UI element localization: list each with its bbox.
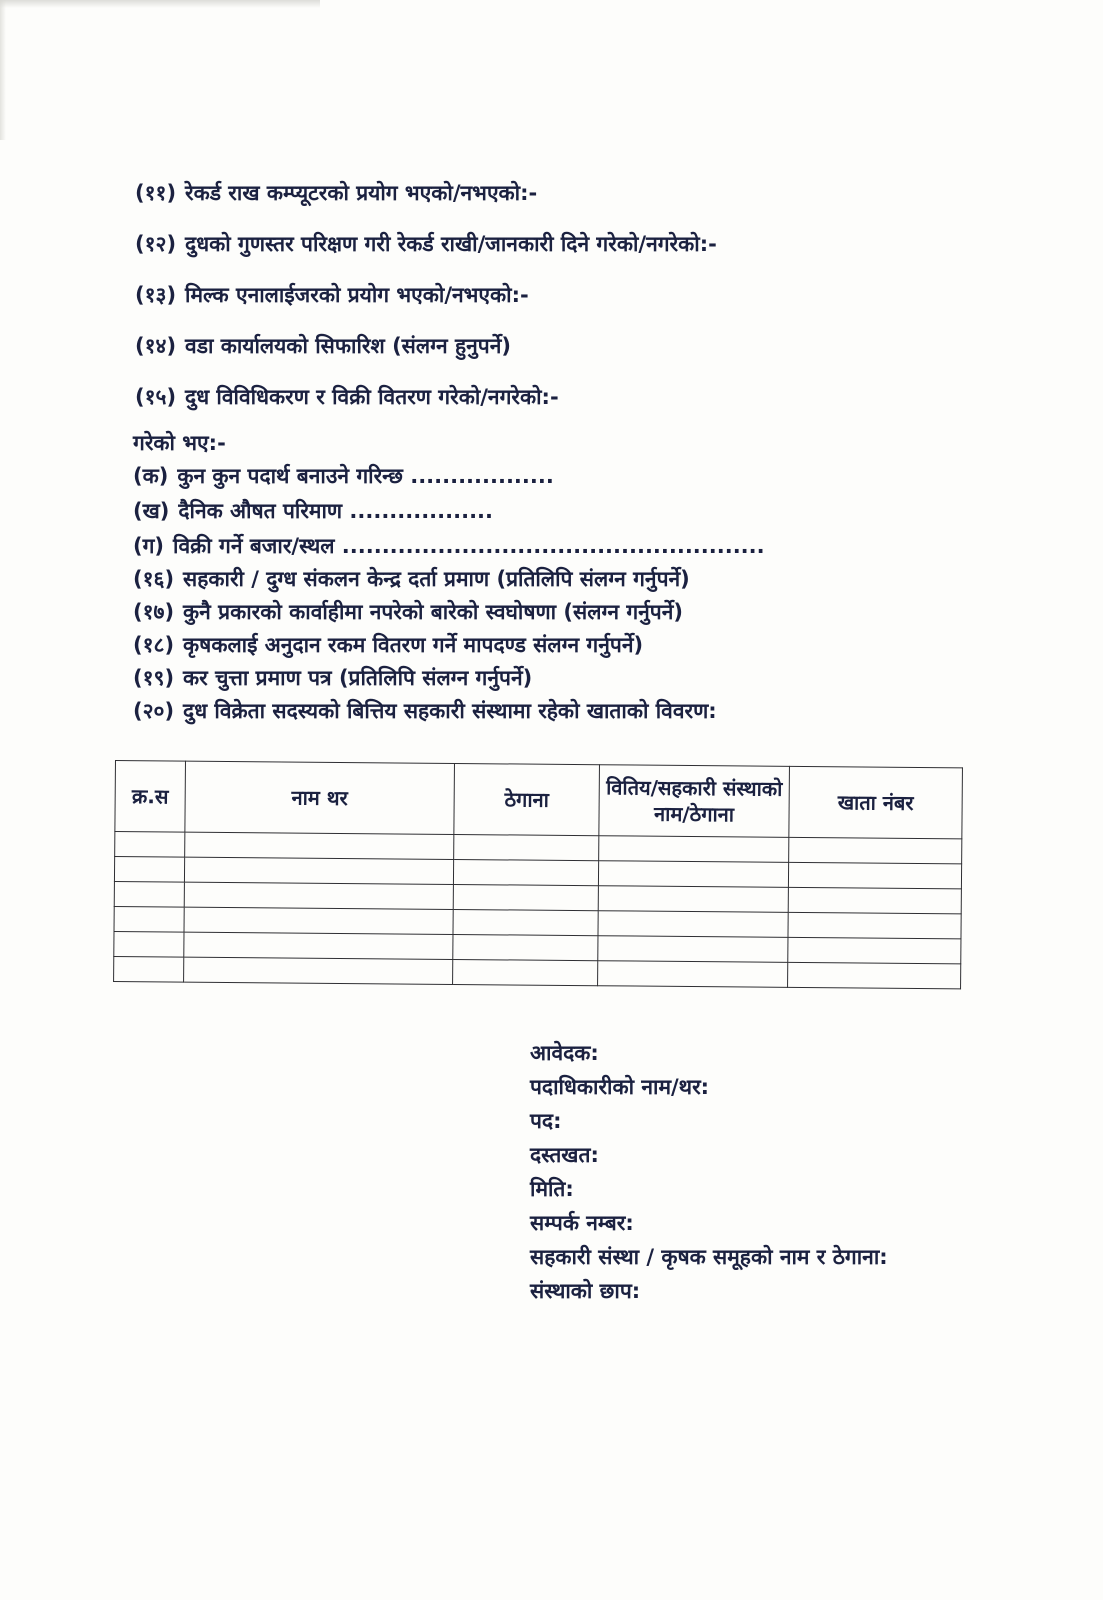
signature-line: सहकारी संस्था / कृषक समूहको नाम र ठेगाना: xyxy=(530,1245,888,1269)
signature-block xyxy=(530,1040,888,1312)
list-item xyxy=(135,333,717,359)
list-item xyxy=(133,533,765,559)
item-number: (१३) xyxy=(135,283,177,307)
table-cell-empty xyxy=(114,906,184,932)
list-item xyxy=(133,463,765,489)
table-cell-empty xyxy=(184,957,453,984)
list-item xyxy=(133,566,717,592)
table-cell-empty xyxy=(185,832,454,859)
table-cell-empty xyxy=(788,962,961,989)
table-head xyxy=(115,761,963,839)
item-text: कुन कुन पदार्थ बनाउने गरिन्छ .................. xyxy=(177,464,554,488)
table-cell-empty xyxy=(598,961,788,988)
item-number: (११) xyxy=(135,181,177,205)
list-item xyxy=(133,599,717,625)
table-cell-empty xyxy=(114,956,184,982)
table-cell-empty xyxy=(453,884,598,910)
table-header-cell: ठेगाना xyxy=(454,763,600,835)
table-cell-empty xyxy=(453,934,598,960)
list-item xyxy=(133,632,717,658)
table-header-cell: नाम थर xyxy=(185,761,455,834)
table-body xyxy=(114,832,962,989)
signature-line: पद: xyxy=(530,1109,562,1133)
table-cell-empty xyxy=(598,861,788,888)
table-cell-empty xyxy=(788,887,961,914)
signature-line: संस्थाको छाप: xyxy=(530,1279,641,1303)
signature-line: पदाधिकारीको नाम/थर: xyxy=(530,1075,710,1099)
table-cell-empty xyxy=(114,931,184,957)
item-number: (१२) xyxy=(135,232,177,256)
table-cell-empty xyxy=(115,832,185,858)
item-number: (ख) xyxy=(133,499,170,523)
table-cell-empty xyxy=(788,862,961,889)
list-item xyxy=(135,384,717,410)
table-header-cell: वितिय/सहकारी संस्थाको नाम/ठेगाना xyxy=(599,765,790,838)
table-cell-empty xyxy=(788,937,961,964)
accounts-table xyxy=(113,760,963,989)
item-number: (१९) xyxy=(133,666,175,690)
table-cell-empty xyxy=(453,959,598,985)
signature-line: दस्तखत: xyxy=(530,1143,599,1167)
scan-edge-top xyxy=(0,0,320,8)
table-cell-empty xyxy=(114,857,184,883)
table-cell-empty xyxy=(789,837,962,864)
item-text: कृषकलाई अनुदान रकम वितरण गर्ने मापदण्ड संलग्न गर्नुपर्ने) xyxy=(183,633,644,657)
item-number: (१७) xyxy=(133,600,175,624)
item-text: दुधको गुणस्तर परिक्षण गरी रेकर्ड राखी/जानकारी दिने गरेको/नगरेको:- xyxy=(185,232,717,256)
item-text: दुध विक्रेता सदस्यको बित्तिय सहकारी संस्थामा रहेको खाताको विवरण: xyxy=(183,699,717,723)
item-text: विक्री गर्ने बजार/स्थल ..................................................... xyxy=(173,534,765,558)
table-cell-empty xyxy=(598,886,788,913)
table-cell-empty xyxy=(453,909,598,935)
item-number: (ग) xyxy=(133,534,165,558)
item-text: वडा कार्यालयको सिफारिश (संलग्न हुनुपर्ने) xyxy=(185,334,511,358)
item-text: कर चुत्ता प्रमाण पत्र (प्रतिलिपि संलग्न गर्नुपर्ने) xyxy=(183,666,533,690)
list-item xyxy=(133,665,717,691)
accounts-table-wrap xyxy=(113,760,962,989)
item-text: कुनै प्रकारको कार्वाहीमा नपरेको बारेको स्वघोषणा (संलग्न गर्नुपर्ने) xyxy=(183,600,683,624)
list-item xyxy=(133,498,765,524)
item-number: (२०) xyxy=(133,699,175,723)
item-text: दैनिक औषत परिमाण .................. xyxy=(178,499,494,523)
table-cell-empty xyxy=(114,881,184,907)
table-cell-empty xyxy=(184,882,453,909)
item-text: रेकर्ड राख कम्प्यूटरको प्रयोग भएको/नभएको:- xyxy=(185,181,538,205)
table-cell-empty xyxy=(184,857,453,884)
signature-line: मिति: xyxy=(530,1177,574,1201)
item-text: मिल्क एनालाईजरको प्रयोग भएको/नभएको:- xyxy=(185,283,529,307)
list-item xyxy=(135,282,717,308)
item-number: (१६) xyxy=(133,567,175,591)
item-text: दुध विविधिकरण र विक्री वितरण गरेको/नगरेको:- xyxy=(185,385,559,409)
signature-line: सम्पर्क नम्बर: xyxy=(530,1211,634,1235)
item-number: (१४) xyxy=(135,334,177,358)
table-cell-empty xyxy=(598,936,788,963)
table-header-cell: क्र.स xyxy=(115,761,186,833)
table-header-row xyxy=(115,761,963,839)
table-cell-empty xyxy=(184,907,453,934)
list-item xyxy=(135,180,717,206)
checklist-top xyxy=(135,180,717,435)
item-number: (क) xyxy=(133,464,169,488)
signature-line: आवेदक: xyxy=(530,1041,599,1065)
table-cell-empty xyxy=(598,911,788,938)
item-number: (१५) xyxy=(135,385,177,409)
table-cell-empty xyxy=(454,834,599,860)
table-cell-empty xyxy=(453,859,598,885)
table-header-cell: खाता नंबर xyxy=(789,766,963,839)
table-cell-empty xyxy=(788,912,961,939)
item-text: सहकारी / दुग्ध संकलन केन्द्र दर्ता प्रमाण (प्रतिलिपि संलग्न गर्नुपर्ने) xyxy=(183,567,690,591)
item-number: (१८) xyxy=(133,633,175,657)
checklist-bottom xyxy=(133,566,717,731)
list-item xyxy=(135,231,717,257)
scan-edge-left xyxy=(0,0,6,140)
gareko-bhae-label: गरेको भए:- xyxy=(133,431,226,455)
table-cell-empty xyxy=(599,836,789,863)
sub-items-list xyxy=(133,463,765,568)
table-cell-empty xyxy=(184,932,453,959)
list-item xyxy=(133,698,717,724)
